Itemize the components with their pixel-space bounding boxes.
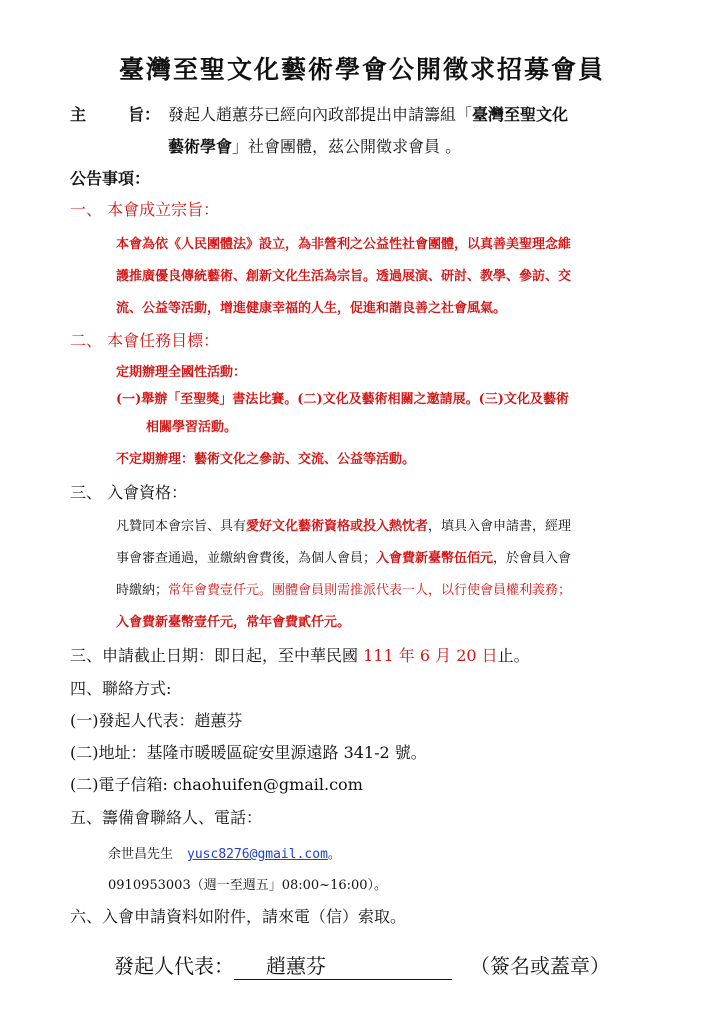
section1-line-2: 護推廣優良傳統藝術、創新文化生活為宗旨。透過展演、研討、教學、參訪、交 [116,269,572,284]
deadline-day: 20 [456,646,477,665]
deadline-line [70,643,530,666]
section5-person-line [108,843,341,862]
signature-label: 發起人代表： [114,954,234,978]
subject-line-1-org: 臺灣至聖文化 [472,105,569,124]
page-title: 臺灣至聖文化藝術學會公開徵求招募會員 [118,55,605,84]
section6-text: 六、入會申請資料如附件，請來電（信）索取。 [70,907,407,926]
section2-sub2: 不定期辦理：藝術文化之參訪、交流、公益等活動。 [116,452,416,467]
section5-heading: 五、籌備會聯絡人、電話： [70,808,263,827]
signature-field [234,950,452,980]
deadline-ri: 日 [476,646,498,665]
announcement-heading: 公告事項： [70,169,151,188]
deadline-yue: 月 [430,646,457,665]
deadline-prefix: 三、申請截止日期：即日起，至中華民國 [70,646,364,665]
section3-line-1 [116,515,571,534]
subject-line-2-text: 」社會團體，茲公開徵求會員 。 [232,137,462,156]
section3-line-1-b: ，填具入會申請書，經理 [428,519,572,534]
section3-line-1-a: 凡贊同本會宗旨、具有 [116,519,247,534]
section2-heading: 二、 本會任務目標： [70,331,220,350]
section3-heading: 三、 入會資格： [70,483,188,502]
section1-heading: 一、 本會成立宗旨： [70,200,220,219]
section1-line-3: 流、公益等活動，增進健康幸福的人生，促進和諧良善之社會風氣。 [116,301,507,316]
deadline-nian: 年 [393,646,420,665]
section3-line-4: 入會費新臺幣壹仟元，常年會費貳仟元。 [116,615,351,630]
section1-line-1: 本會為依《人民團體法》設立，為非營利之公益性社會團體，以真善美聖理念維 [116,237,572,252]
deadline-suffix: 止。 [497,646,530,665]
signature-line [114,950,610,980]
section5-person: 余世昌先生 [108,847,174,862]
section3-line-3 [116,579,571,598]
section5-email-suffix: 。 [327,847,341,862]
contact-address: (二)地址：基隆市暖暖區碇安里源遠路 341-2 號。 [70,743,427,762]
section2-items-line-1: (一)舉辦「至聖獎」書法比賽。(二)文化及藝術相關之邀請展。(三)文化及藝術 [116,392,569,407]
signature-name: 趙蕙芬 [266,954,326,978]
signature-note: （簽名或蓋章） [470,954,610,978]
subject-line-2-org: 藝術學會 [168,137,233,156]
subject-label-a: 主 [70,105,87,124]
subject-line-1 [168,102,568,125]
contact-heading: 四、聯絡方式: [70,679,172,698]
section5-email-link[interactable]: yusc8276@gmail.com [187,847,328,862]
subject-label-b: 旨： [128,105,161,124]
section3-line-3-a: 時繳納； [116,583,169,598]
section3-line-2-a: 事會審查通過，並繳納會費後，為個人會員； [116,551,377,566]
contact-email: (二)電子信箱: chaohuifen@gmail.com [70,775,363,794]
section3-line-2-b: ，於會員入會 [493,551,572,566]
section2-sub1: 定期辦理全國性活動： [116,365,247,380]
deadline-year: 111 [363,646,394,665]
section3-line-3-red: 常年會費壹仟元。團體會員則需推派代表一人，以行使會員權利義務； [168,583,572,598]
section3-line-2-red: 入會費新臺幣伍佰元 [376,551,494,566]
deadline-month: 6 [419,646,431,665]
section3-line-2 [116,547,571,566]
contact-representative: (一)發起人代表：趙蕙芬 [70,711,243,730]
subject-line-2 [168,134,461,157]
section5-phone: 0910953003（週一至週五」08:00~16:00）。 [108,878,388,893]
subject-line-1-text: 發起人趙蕙芬已經向內政部提出申請籌組「 [168,105,473,124]
section2-items-line-2: 相關學習活動。 [146,420,238,435]
section3-line-1-red: 愛好文化藝術資格或投入熱忱者 [246,519,429,534]
